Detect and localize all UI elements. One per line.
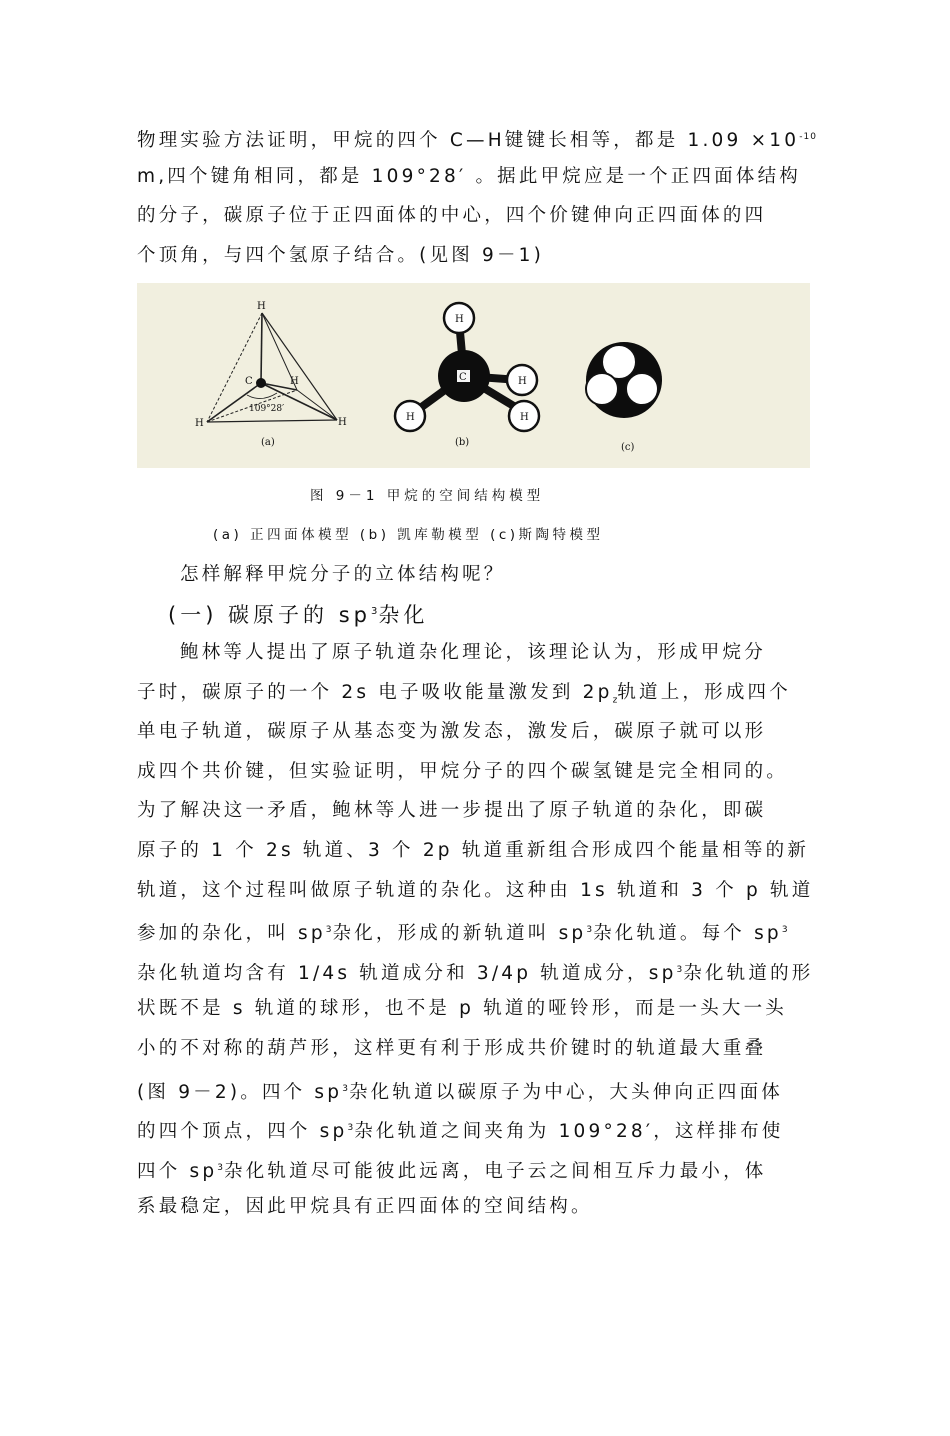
- methane-models: [137, 283, 810, 468]
- section-heading: (一) 碳原子的 $sp^3$杂化: [168, 603, 429, 627]
- c-atom: C: [459, 372, 467, 383]
- label-a: (a): [261, 437, 275, 448]
- h-atom: H: [518, 376, 527, 387]
- h-atom-right: H: [338, 417, 347, 428]
- body-line-5: 为了解决这一矛盾，鲍林等人进一步提出了原子轨道的杂化，即碳: [137, 800, 767, 821]
- intro-line-4: 个顶角，与四个氢原子结合。(见图 9－1): [137, 245, 545, 266]
- body-line-8: 参加的杂化，叫 $sp^3$杂化，形成的新轨道叫 $sp^3$杂化轨道。每个 $sp^3$: [137, 923, 789, 945]
- body-line-4: 成四个共价键，但实验证明，甲烷分子的四个碳氢键是完全相同的。: [137, 761, 789, 782]
- space-filling-model: [586, 342, 662, 453]
- h-atom-top: H: [257, 301, 266, 312]
- body-line-14: 四个 $sp^3$杂化轨道尽可能彼此远离，电子云之间相互斥力最小，体: [137, 1161, 767, 1183]
- bond-angle-label: 109°28′: [249, 404, 285, 414]
- label-c: (c): [621, 442, 635, 453]
- body-line-10: 状既不是 s 轨道的球形，也不是 p 轨道的哑铃形，而是一头大一头: [137, 998, 788, 1019]
- h-atom: H: [455, 314, 464, 325]
- h-atom-left: H: [195, 418, 204, 429]
- intro-line-3: 的分子，碳原子位于正四面体的中心，四个价键伸向正四面体的四: [137, 205, 767, 226]
- ball-stick-model: [395, 303, 539, 448]
- body-line-13: 的四个顶点，四个 $sp^3$杂化轨道之间夹角为 109°28′，这样排布使: [137, 1121, 784, 1143]
- body-line-12: (图 9－2)。四个 $sp^3$杂化轨道以碳原子为中心，大头伸向正四面体: [137, 1082, 783, 1104]
- exponent: -10: [799, 132, 817, 142]
- tetrahedron-model: [195, 301, 347, 448]
- c-atom: C: [245, 376, 253, 387]
- methane-figure: [137, 283, 810, 468]
- body-line-7: 轨道，这个过程叫做原子轨道的杂化。这种由 1s 轨道和 3 个 p 轨道: [137, 880, 814, 901]
- intro-line-2: m,四个键角相同，都是 109°28′ 。据此甲烷应是一个正四面体结构: [137, 166, 801, 187]
- intro-line-1: [137, 124, 817, 154]
- body-line-11: 小的不对称的葫芦形，这样更有利于形成共价键时的轨道最大重叠: [137, 1038, 767, 1059]
- figure-caption: 图 9－1 甲烷的空间结构模型: [310, 488, 545, 504]
- h-atom: H: [406, 412, 415, 423]
- body-line-9: 杂化轨道均含有 1/4s 轨道成分和 3/4p 轨道成分，$sp^3$杂化轨道的形: [137, 963, 814, 985]
- body-line-2: 子时，碳原子的一个 2s 电子吸收能量激发到 $2p_z$轨道上，形成四个: [137, 682, 791, 706]
- body-line-15: 系最稳定，因此甲烷具有正四面体的空间结构。: [137, 1196, 593, 1217]
- body-line-6: 原子的 1 个 2s 轨道、3 个 2p 轨道重新组合形成四个能量相等的新: [137, 840, 810, 861]
- body-line-3: 单电子轨道，碳原子从基态变为激发态，激发后，碳原子就可以形: [137, 721, 767, 742]
- intro-text: 物理实验方法证明，甲烷的四个 C—H键键长相等，都是 1.09 ×10: [137, 130, 800, 152]
- figure-subcaption: (a) 正四面体模型 (b) 凯库勒模型 (c)斯陶特模型: [213, 527, 604, 543]
- label-b: (b): [455, 437, 470, 448]
- question-line: 怎样解释甲烷分子的立体结构呢？: [180, 564, 506, 585]
- h-atom: H: [520, 412, 529, 423]
- body-line-1: 鲍林等人提出了原子轨道杂化理论，该理论认为，形成甲烷分: [180, 642, 766, 663]
- h-atom-back: H: [290, 376, 299, 387]
